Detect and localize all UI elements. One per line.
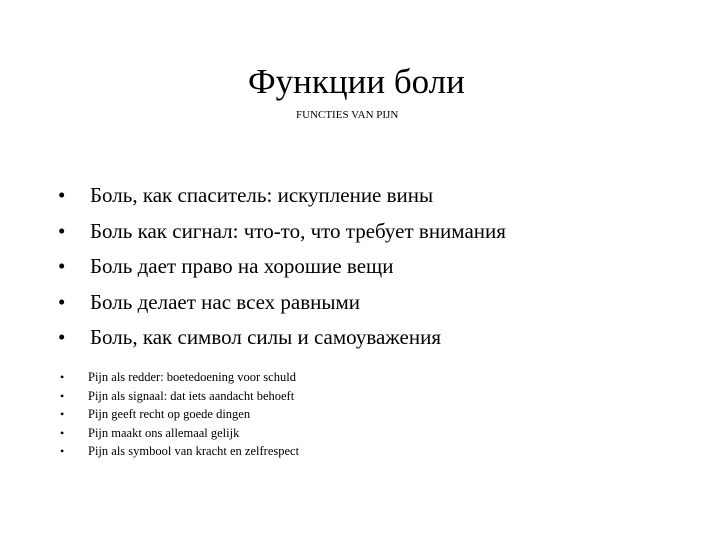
list-item-text: Pijn als redder: boetedoening voor schuld	[88, 370, 296, 384]
list-item-text: Pijn als signaal: dat iets aandacht behoeft	[88, 388, 295, 403]
bullet-icon: •	[58, 325, 66, 349]
list-item	[58, 214, 506, 250]
bullet-icon: •	[58, 254, 66, 278]
dutch-bullet-list	[60, 368, 299, 461]
list-item-text: Боль как сигнал: что-то, что требует внимания	[90, 218, 506, 243]
slide-subtitle: FUNCTIES VAN PIJN	[296, 109, 399, 121]
list-item	[60, 405, 299, 424]
list-item	[60, 387, 299, 406]
list-item-text: Боль, как символ силы и самоуважения	[90, 325, 441, 349]
russian-bullet-list	[58, 178, 506, 356]
slide-title: Функции боли	[248, 62, 465, 101]
list-item-text: Pijn als symbool van kracht en zelfrespect	[88, 444, 300, 458]
bullet-icon: •	[60, 388, 65, 403]
bullet-icon: •	[60, 370, 65, 384]
bullet-icon: •	[60, 425, 65, 440]
list-item-text: Боль делает нас всех равными	[90, 289, 361, 314]
list-item-text: Pijn maakt ons allemaal gelijk	[88, 425, 240, 440]
list-item	[60, 424, 299, 443]
list-item-text: Боль, как спаситель: искупление вины	[90, 183, 434, 207]
bullet-icon: •	[58, 183, 66, 207]
bullet-icon: •	[58, 289, 66, 314]
bullet-icon: •	[60, 407, 65, 421]
list-item-text: Боль дает право на хорошие вещи	[90, 254, 394, 278]
list-item	[58, 178, 506, 214]
list-item	[58, 285, 506, 321]
list-item-text: Pijn geeft recht op goede dingen	[88, 407, 251, 421]
list-item	[60, 368, 299, 387]
list-item	[60, 442, 299, 461]
bullet-icon: •	[60, 444, 65, 458]
list-item	[58, 249, 506, 285]
bullet-icon: •	[58, 218, 66, 243]
list-item	[58, 320, 506, 356]
